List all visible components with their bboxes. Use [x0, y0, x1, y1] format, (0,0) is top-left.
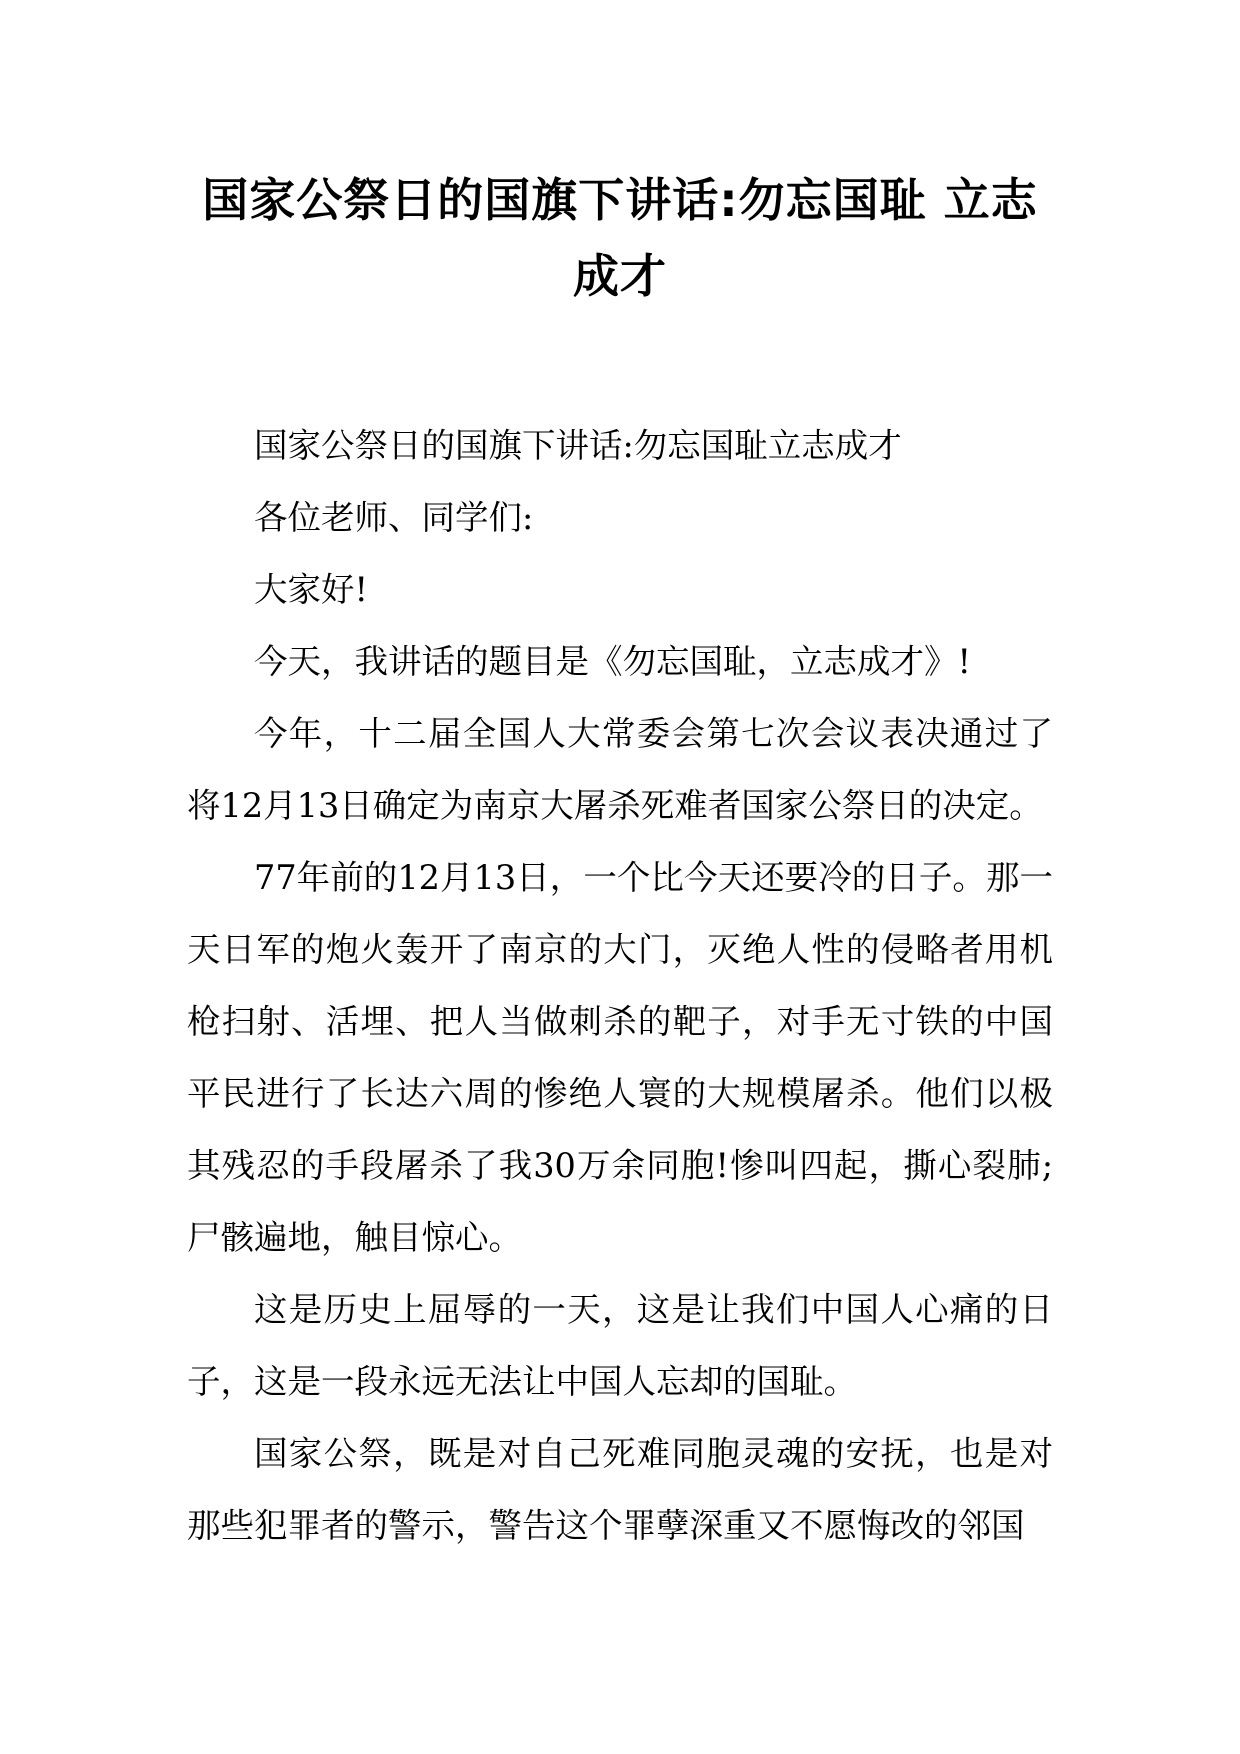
- paragraph: 大家好!: [254, 570, 368, 609]
- paragraph: 各位老师、同学们:: [254, 498, 534, 537]
- paragraph: 77年前的12月13日，一个比今天还要冷的日子。那一天日军的炮火轰开了南京的大门，灭绝人性的侵略者用机枪扫射、活埋、把人当做刺杀的靶子，对手无寸铁的中国平民进行了长达六周的惨绝人寰的大规模屠杀。他们以极其残忍的手段屠杀了我30万余同胞!惨叫四起，撕心裂肺;尸骸遍地，触目惊心。: [187, 858, 1053, 1257]
- paragraph: 今年，十二届全国人大常委会第七次会议表决通过了将12月13日确定为南京大屠杀死难者国家公祭日的决定。: [187, 714, 1053, 825]
- paragraph: 这是历史上屈辱的一天，这是让我们中国人心痛的日子，这是一段永远无法让中国人忘却的国耻。: [187, 1290, 1053, 1401]
- paragraph: 今天，我讲话的题目是《勿忘国耻，立志成才》!: [254, 642, 971, 681]
- document-title: 国家公祭日的国旗下讲话:勿忘国耻 立志成才: [202, 173, 1038, 303]
- document-body: [187, 410, 1053, 1562]
- paragraph: 国家公祭，既是对自己死难同胞灵魂的安抚，也是对那些犯罪者的警示，警告这个罪孽深重又不愿悔改的邻国: [187, 1434, 1053, 1545]
- paragraph: 国家公祭日的国旗下讲话:勿忘国耻立志成才: [254, 426, 902, 465]
